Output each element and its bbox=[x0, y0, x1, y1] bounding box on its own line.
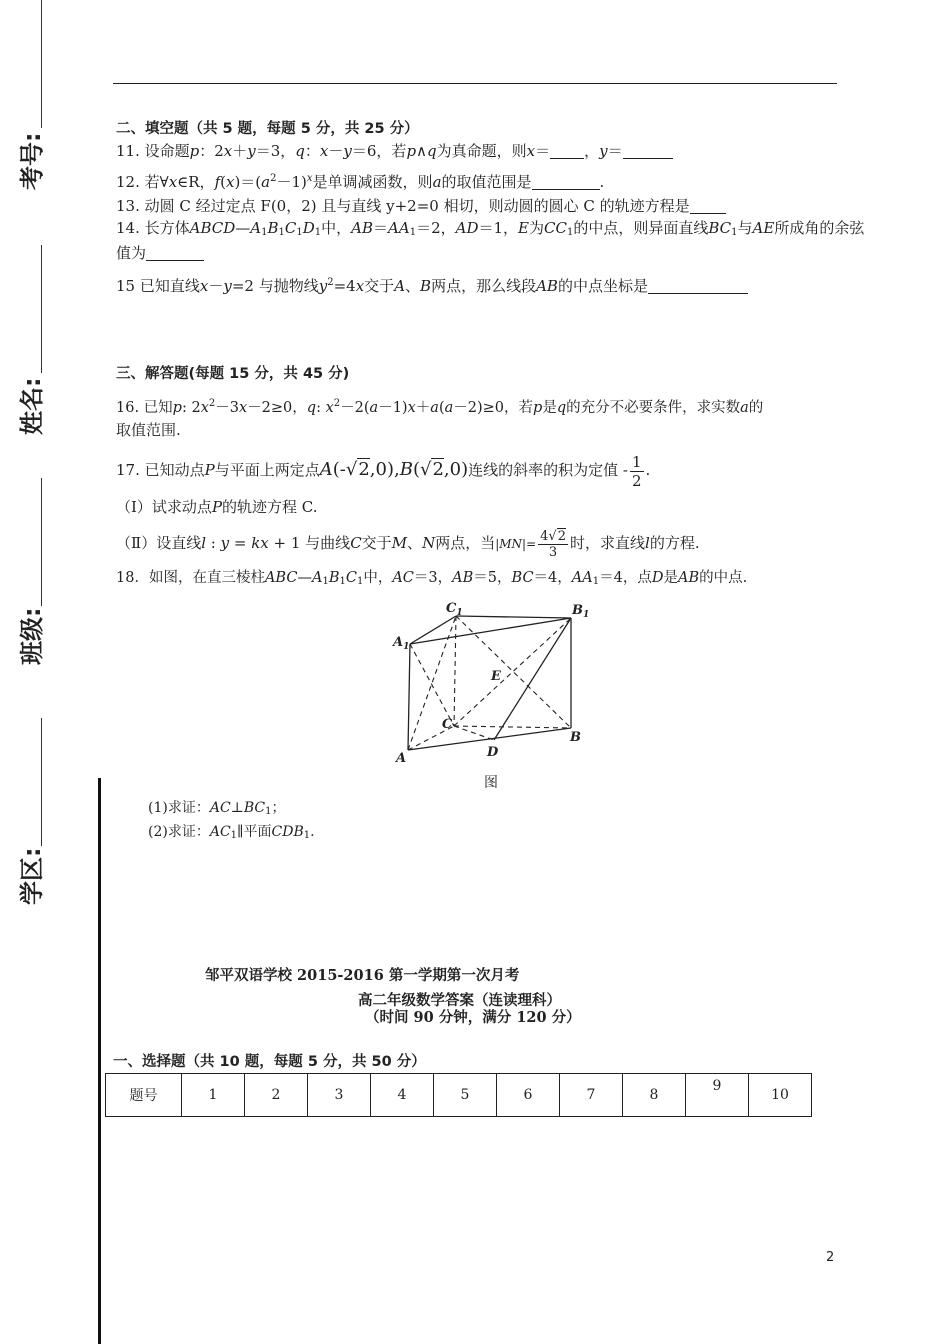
answer-choice-heading: 一、选择题（共 10 题，每题 5 分，共 50 分） bbox=[113, 1054, 426, 1070]
margin-label-exam-number: 考号: bbox=[18, 132, 46, 190]
table-cell: 9 bbox=[686, 1074, 749, 1117]
answer-blank-y[interactable] bbox=[623, 158, 673, 159]
fraction-one-half: $\frac{1}{2}$ bbox=[631, 452, 642, 490]
table-cell: 10 bbox=[749, 1074, 812, 1117]
question-17-part-1: （Ⅰ）试求动点P的轨迹方程 C. bbox=[116, 498, 318, 516]
table-cell: 1 bbox=[182, 1074, 245, 1117]
question-11: 11. 设命题p：2x＋y＝3，q：x－y＝6，若p∧q为真命题，则x＝ ，y＝ bbox=[116, 141, 673, 161]
question-18-part-2: (2)求证：$AC_1\parallel$平面$CDB_1$. bbox=[148, 824, 315, 841]
table-cell: 3 bbox=[308, 1074, 371, 1117]
binding-bar bbox=[98, 778, 101, 1344]
question-14-cont: 值为 bbox=[116, 243, 204, 263]
segment-c1-b bbox=[456, 616, 571, 728]
margin-line-4 bbox=[41, 718, 42, 846]
label-d: D bbox=[487, 745, 499, 760]
table-cell: 6 bbox=[497, 1074, 560, 1117]
solve-heading: 三、解答题(每题 15 分，共 45 分) bbox=[116, 366, 350, 382]
label-e: E bbox=[491, 669, 501, 684]
question-18-part-1: (1)求证：$AC\perp BC_1$； bbox=[148, 800, 286, 817]
question-14: 14. 长方体$ABCD—A_1B_1C_1D_1$中，$AB=AA_1=2$，AD＝1，E为$CC_1$的中点，则异面直线$BC_1$与AE所成角的余弦 bbox=[116, 219, 865, 238]
header-rule bbox=[113, 83, 837, 84]
table-cell: 7 bbox=[560, 1074, 623, 1117]
segment-a1-c bbox=[410, 644, 454, 726]
edge-c-c1 bbox=[454, 616, 456, 726]
fraction-mn-length: $\frac{4√2}{3}$ bbox=[540, 528, 566, 560]
fill-in-heading: 二、填空题（共 5 题，每题 5 分，共 25 分） bbox=[116, 121, 419, 137]
table-cell: 5 bbox=[434, 1074, 497, 1117]
edge-c-b bbox=[454, 726, 571, 728]
answer-blank-12[interactable] bbox=[532, 189, 600, 190]
page-number: 2 bbox=[826, 1250, 835, 1265]
edge-a-a1 bbox=[408, 644, 410, 750]
label-b1: $B_1$ bbox=[572, 603, 590, 620]
question-13: 13. 动圆 C 经过定点 F(0，2) 且与直线 y+2=0 相切，则动圆的圆心 C 的轨迹方程是 bbox=[116, 196, 726, 216]
question-16: 16. 已知p: $2x^2-3x-2\ge 0$，q: $x^2-2(a-1)x+a(a-2)\ge 0$，若p是q的充分不必要条件，求实数a的 bbox=[116, 398, 764, 416]
edge-c1-b1 bbox=[456, 616, 571, 618]
answer-table bbox=[105, 1073, 812, 1117]
label-a1: $A_1$ bbox=[393, 635, 410, 652]
margin-line-1 bbox=[41, 0, 42, 128]
question-16-cont: 取值范围. bbox=[116, 421, 181, 439]
label-c1: $C_1$ bbox=[446, 601, 463, 618]
answer-grade-title: 高二年级数学答案（连读理科） bbox=[358, 992, 561, 1009]
answer-blank-x[interactable] bbox=[550, 158, 584, 159]
prism-figure bbox=[390, 598, 600, 770]
answer-blank-14[interactable] bbox=[146, 260, 204, 261]
question-17: 17. 已知动点P与平面上两定点A(-√2,0),B(√2,0)连线的斜率的积为定值 - $\frac{1}{2}$ . bbox=[116, 452, 651, 490]
question-18: 18．如图，在直三棱柱$ABC—A_1B_1C_1$中，AC＝3，AB＝5，BC＝4，$AA_1=4$，点D是AB的中点. bbox=[116, 570, 748, 587]
table-cell: 2 bbox=[245, 1074, 308, 1117]
margin-line-2 bbox=[41, 245, 42, 373]
question-15: 15 已知直线x－y=2 与抛物线$y^2=4x$交于A、B两点，那么线段AB的中点坐标是 bbox=[116, 273, 748, 296]
margin-label-district: 学区: bbox=[18, 847, 46, 905]
answer-blank-15[interactable] bbox=[648, 293, 748, 294]
answer-time-title: （时间 90 分钟，满分 120 分） bbox=[365, 1009, 581, 1026]
question-12: 12. 若∀x∈R，$f(x)=(a^2-1)^x$是单调减函数，则a的取值范围是 . bbox=[116, 173, 605, 191]
label-c: C bbox=[442, 717, 453, 732]
margin-label-class: 班级: bbox=[18, 607, 46, 665]
label-a: A bbox=[396, 751, 407, 766]
table-cell: 4 bbox=[371, 1074, 434, 1117]
segment-b1-d bbox=[494, 618, 571, 740]
question-17-part-2: （Ⅱ）设直线l : y = kx + 1 与曲线C交于M、N两点，当|MN|= $\frac{4√2}{3}$ 时，求直线l的方程. bbox=[116, 528, 700, 560]
segment-c-d bbox=[454, 726, 494, 740]
figure-caption: 图 bbox=[484, 775, 498, 791]
table-cell: 8 bbox=[623, 1074, 686, 1117]
answer-school-title: 邹平双语学校 2015-2016 第一学期第一次月考 bbox=[205, 967, 520, 984]
label-b: B bbox=[570, 730, 581, 745]
answer-blank-13[interactable] bbox=[690, 213, 726, 214]
margin-label-name: 姓名: bbox=[18, 377, 46, 435]
margin-line-3 bbox=[41, 478, 42, 606]
table-row bbox=[106, 1074, 812, 1117]
table-cell-header: 题号 bbox=[106, 1074, 182, 1117]
